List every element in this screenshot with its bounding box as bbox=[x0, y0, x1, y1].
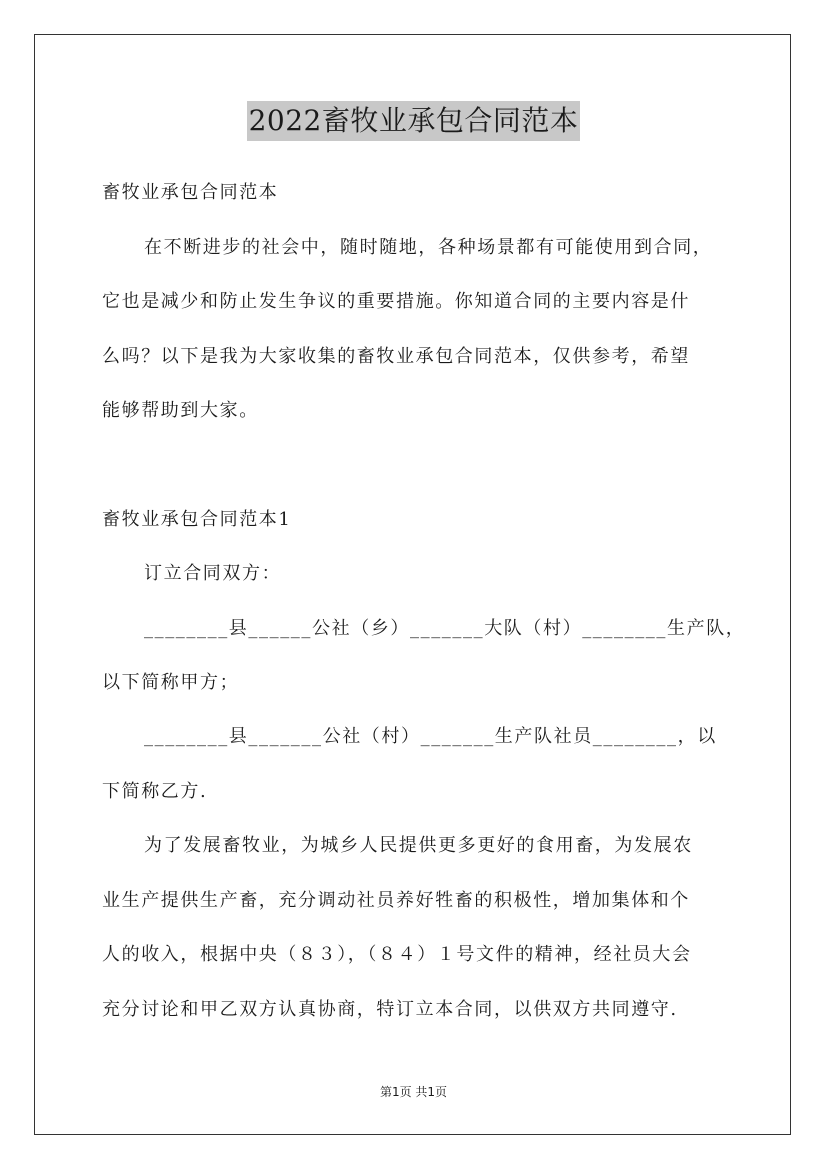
page-footer: 第1页 共1页 bbox=[379, 1085, 448, 1099]
purpose-line-2: 业生产提供生产畜，充分调动社员养好牲畜的积极性，增加集体和个 bbox=[102, 890, 690, 911]
party-a-line-2: 以下简称甲方； bbox=[102, 672, 240, 693]
intro-line-2: 它也是减少和防止发生争议的重要措施。你知道合同的主要内容是什 bbox=[102, 291, 690, 312]
document-subtitle: 畜牧业承包合同范本 bbox=[102, 182, 279, 203]
purpose-line-1: 为了发展畜牧业，为城乡人民提供更多更好的食用畜，为发展农 bbox=[144, 835, 693, 856]
section-heading: 畜牧业承包合同范本1 bbox=[102, 509, 292, 530]
purpose-line-4: 充分讨论和甲乙双方认真协商，特订立本合同，以供双方共同遵守. bbox=[102, 999, 678, 1020]
party-b-line-2: 下简称乙方. bbox=[102, 781, 208, 802]
purpose-line-3: 人的收入，根据中央（８３），（８４）１号文件的精神，经社员大会 bbox=[102, 944, 692, 965]
document-title: 2022畜牧业承包合同范本 bbox=[247, 101, 581, 141]
intro-line-4: 能够帮助到大家。 bbox=[102, 400, 259, 421]
intro-line-1: 在不断进步的社会中，随时随地，各种场景都有可能使用到合同， bbox=[144, 237, 713, 258]
party-b-line-1: ________县_______公社（村）_______生产队社员________，以 bbox=[144, 726, 717, 747]
party-a-line-1: ________县______公社（乡）_______大队（村）________生产队， bbox=[144, 618, 746, 639]
parties-label: 订立合同双方： bbox=[144, 563, 282, 584]
title-container bbox=[0, 101, 827, 141]
intro-line-3: 么吗？以下是我为大家收集的畜牧业承包合同范本，仅供参考，希望 bbox=[102, 346, 690, 367]
